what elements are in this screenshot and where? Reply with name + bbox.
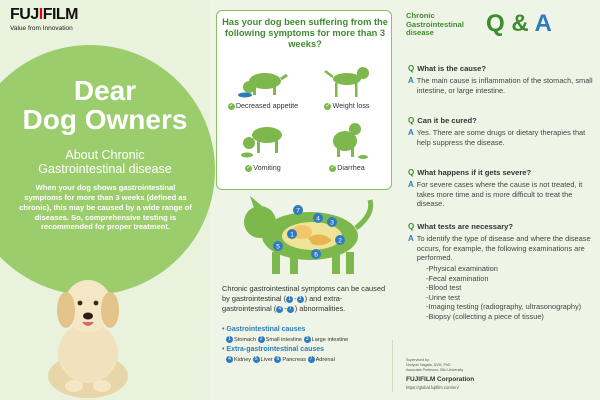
question-text: What happens if it gets severe? xyxy=(417,168,532,177)
left-column xyxy=(0,0,210,400)
symptom-item xyxy=(307,63,387,110)
brand xyxy=(10,6,78,32)
svg-text:1: 1 xyxy=(290,231,294,239)
middle-column xyxy=(212,0,394,400)
question-text: What is the cause? xyxy=(417,64,487,73)
symptom-item xyxy=(223,63,303,110)
thin-dog-icon xyxy=(321,63,373,99)
vomiting-dog-icon xyxy=(237,121,289,161)
footer-corp: FUJIFILM Corporation xyxy=(406,376,475,383)
qa-item: Q Can it be cured? A Yes. There are some drugs or dietary therapies that help suppress the disease. xyxy=(408,116,594,147)
tests-list: -Physical examination -Fecal examination -Blood test -Urine test -Imaging testing (radiography, ultrasonography) -Biopsy (collecting a piece of tissue) xyxy=(426,263,582,321)
answer-text: For severe cases where the cause is not treated, it takes more time and is more difficult to treat the disease. xyxy=(416,180,583,209)
svg-text:3: 3 xyxy=(330,219,334,227)
gi-causes-heading: • Gastrointestinal causes xyxy=(222,326,306,333)
golden-retriever-image xyxy=(38,258,138,398)
check-icon: ✓ xyxy=(330,164,336,171)
svg-text:6: 6 xyxy=(314,251,318,259)
answer-text: To identify the type of disease and where the disease occurs, for example, the following examinations are performed. xyxy=(416,234,591,263)
dog-eating-icon xyxy=(237,63,289,99)
footer-url[interactable]: https://global.fujifilm.com/en/ xyxy=(406,385,459,390)
brand-logo: FUJIFILM xyxy=(10,6,79,23)
qa-item: Q What is the cause? A The main cause is inflammation of the stomach, small intestine, or large intestine. xyxy=(408,64,593,95)
symptom-label: Decreased appetite xyxy=(235,101,299,110)
check-icon: ✓ xyxy=(246,164,252,171)
qa-logo: Q & A xyxy=(486,10,552,37)
qa-item: Q What happens if it gets severe? A For severe cases where the cause is not treated, it takes more time and is more difficult to treat the disease. xyxy=(408,168,594,209)
symptom-label: Vomiting xyxy=(253,163,281,172)
extra-causes-heading: • Extra-gastrointestinal causes xyxy=(222,346,325,353)
svg-text:2: 2 xyxy=(338,237,342,245)
svg-text:5: 5 xyxy=(276,243,280,251)
check-icon: ✓ xyxy=(228,102,234,109)
question-text: Can it be cured? xyxy=(417,116,477,125)
answer-text: The main cause is inflammation of the stomach, small intestine, or large intestine. xyxy=(416,76,593,95)
symptom-label: Weight loss xyxy=(332,101,370,110)
qa-heading: Chronic Gastrointestinal disease xyxy=(406,11,464,38)
dog-anatomy-diagram xyxy=(232,196,382,276)
svg-text:7: 7 xyxy=(296,207,300,215)
diarrhea-dog-icon xyxy=(321,121,373,161)
symptom-item xyxy=(307,121,387,172)
check-icon: ✓ xyxy=(325,102,331,109)
svg-text:4: 4 xyxy=(316,215,320,223)
gi-causes-list: 1 Stomach 2 Small intestine 3 Large intestine xyxy=(226,336,348,343)
hero-subtitle: About Chronic Gastrointestinal disease xyxy=(38,148,172,177)
extra-causes-list: 4 Kidney 5 Liver 6 Pancreas 7 Adrenal xyxy=(226,356,335,363)
symptom-card xyxy=(216,10,392,190)
supervised-by: Supervised by Noriyuki Nagata, DVM, PhD Associate Professor, Gifu University xyxy=(406,358,464,373)
hero-intro: When your dog shows gastrointestinal symptoms for more than 3 weeks (defined as chronic), this may be caused by a wide range of diseases. So, comprehensive testing is recommended for proper treatment. xyxy=(19,183,192,232)
footer-divider xyxy=(392,340,393,392)
answer-text: Yes. There are some drugs or dietary therapies that help suppress the disease. xyxy=(416,128,586,147)
brand-tagline: Value from Innovation xyxy=(10,25,73,32)
symptom-question: Has your dog been suffering from the following symptoms for more than 3 weeks? xyxy=(222,17,388,50)
question-text: What tests are necessary? xyxy=(417,222,514,231)
hero-title: Dear Dog Owners xyxy=(22,75,188,136)
qa-item: Q What tests are necessary? A To identify the type of disease and where the disease occurs, for example, the following examinations are performed. -Physical examination -Fecal examination -Blood test -Urine test -Imaging testing (radiography, ultrasonography) -Biopsy (collecting a piece of tissue) xyxy=(408,222,594,322)
symptom-item xyxy=(223,121,303,172)
qa-column xyxy=(396,0,600,400)
symptom-label: Diarrhea xyxy=(337,163,365,172)
causes-text: Chronic gastrointestinal symptoms can be caused by gastrointestinal ( 1 - 3 ) and extra-gastrointestinal ( 4 - 7 ) abnormalities. xyxy=(222,284,386,313)
